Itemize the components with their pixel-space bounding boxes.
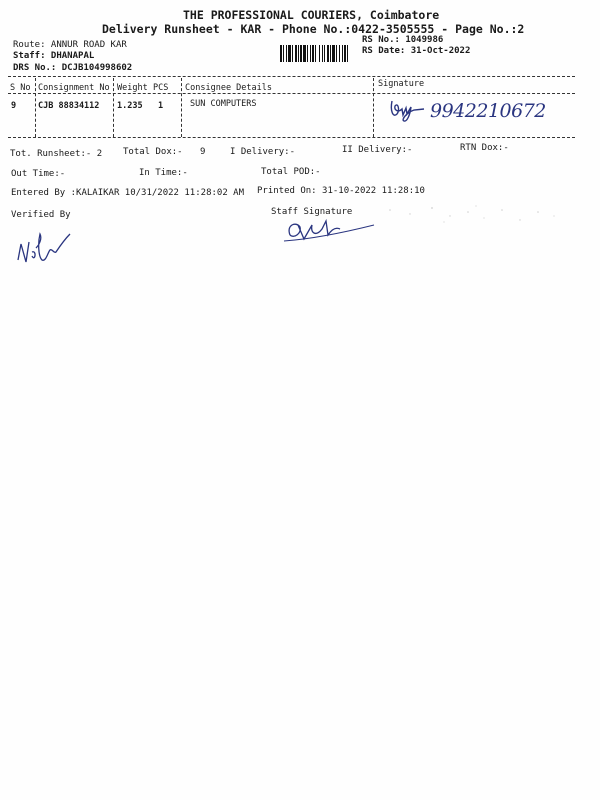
entered-by: Entered By :KALAIKAR 10/31/2022 11:28:02 AM (11, 188, 244, 198)
staff-signature-mark (282, 215, 378, 245)
col-divider (181, 78, 182, 137)
out-time: Out Time:- (11, 169, 66, 179)
drs-number: DRS No.: DCJB104998602 (13, 63, 133, 73)
staff-label: Staff: DHANAPAL (13, 51, 95, 61)
rs-number: RS No.: 1049986 (362, 35, 444, 45)
runsheet-title: Delivery Runsheet - KAR - Phone No.:0422-3505555 - Page No.:2 (102, 22, 525, 36)
printed-on: Printed On: 31-10-2022 11:28:10 (257, 186, 425, 196)
col-divider (373, 78, 374, 137)
col-header-weight: Weight (117, 83, 148, 93)
recipient-phone-handwritten: 9942210672 (430, 100, 546, 122)
cell-consignee: SUN COMPUTERS (190, 99, 257, 109)
total-dox-label: Total Dox:- (123, 147, 183, 157)
cell-sno: 9 (11, 101, 17, 111)
col-header-signature: Signature (378, 79, 425, 89)
verified-by-label: Verified By (11, 210, 71, 220)
company-title: THE PROFESSIONAL COURIERS, Coimbatore (183, 8, 440, 22)
col-header-sno: S No (10, 83, 31, 93)
col-header-consignment: Consignment No (38, 83, 110, 93)
col-header-pcs: PCS (153, 83, 169, 93)
total-pod: Total POD:- (261, 167, 321, 177)
recipient-signature (388, 96, 428, 124)
table-bottom-rule (8, 137, 575, 138)
barcode (280, 45, 351, 62)
col-divider (113, 78, 114, 137)
staff-signature-label: Staff Signature (271, 207, 353, 217)
col-divider (35, 78, 36, 137)
total-dox-value: 9 (200, 147, 206, 157)
total-runsheet: Tot. Runsheet:- 2 (10, 149, 103, 159)
i-delivery: I Delivery:- (230, 147, 296, 157)
table-top-rule (8, 76, 575, 77)
cell-consignment: CJB 88834112 (38, 101, 100, 111)
col-header-consignee: Consignee Details (185, 83, 272, 93)
table-header-rule (8, 93, 575, 94)
cell-weight: 1.235 (117, 101, 143, 111)
scan-noise (380, 200, 570, 230)
ii-delivery: II Delivery:- (342, 145, 413, 155)
rtn-dox: RTN Dox:- (460, 143, 509, 153)
in-time: In Time:- (139, 168, 188, 178)
rs-date: RS Date: 31-Oct-2022 (362, 46, 471, 56)
cell-pcs: 1 (158, 101, 164, 111)
verifier-signature (12, 222, 74, 270)
route-label: Route: ANNUR ROAD KAR (13, 40, 127, 50)
